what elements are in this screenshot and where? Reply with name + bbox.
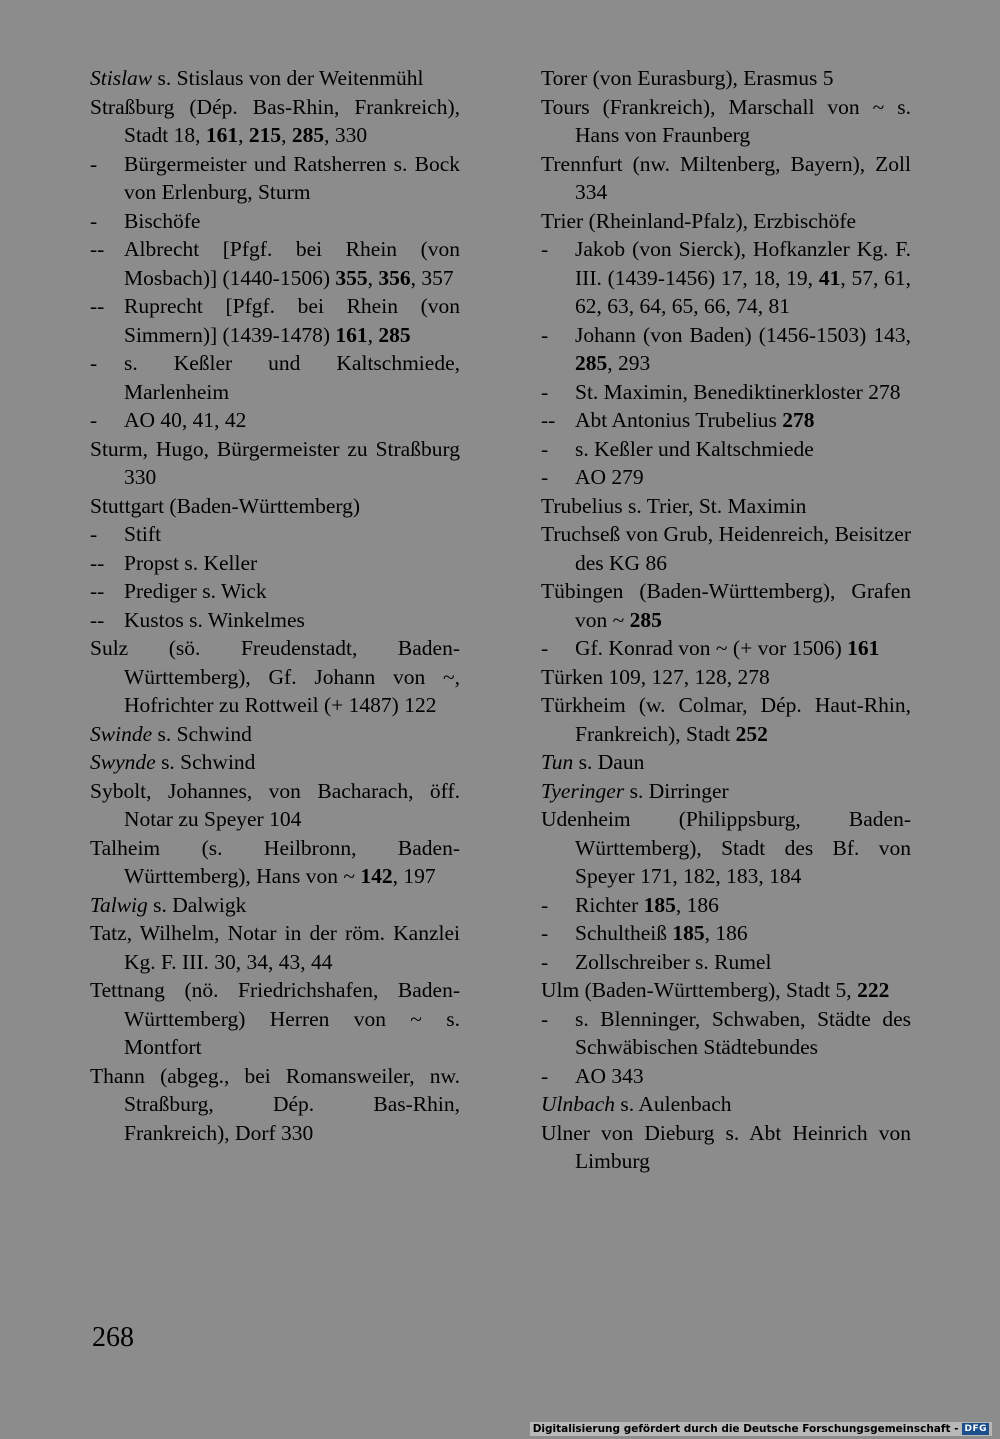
entry-bold-page: 355 <box>335 265 368 290</box>
entry-bold-page: 185 <box>672 921 705 945</box>
index-entry <box>90 207 460 236</box>
entry-text: s. Blenninger, Schwaben, Städte des Schwäbischen Städtebundes <box>575 1006 911 1059</box>
entry-text: s. Schwind <box>152 721 252 746</box>
index-entry <box>541 634 911 663</box>
entry-text: Trubelius s. Trier, St. Maximin <box>541 493 807 518</box>
entry-term: Swinde <box>90 721 153 746</box>
index-entry <box>541 577 911 634</box>
entry-dash: - <box>90 208 98 233</box>
entry-text: Schultheiß <box>575 921 673 945</box>
index-entry <box>541 1090 911 1119</box>
index-entry <box>90 919 460 976</box>
entry-bold-page: 278 <box>782 408 815 432</box>
entry-text: Sulz (sö. Freudenstadt, Baden-Württemberg), Gf. Johann von ~, Hofrichter zu Rottweil (+ 1487) 122 <box>90 636 460 717</box>
entry-text: Tübingen (Baden-Württemberg), Grafen von ~ <box>541 579 911 632</box>
index-entry <box>90 834 460 891</box>
entry-text: Tatz, Wilhelm, Notar in der röm. Kanzlei Kg. F. III. 30, 34, 43, 44 <box>90 921 460 974</box>
index-entry <box>90 492 460 521</box>
entry-text: , 186 <box>675 892 719 917</box>
entry-dash: - <box>541 921 549 945</box>
entry-bold-page: 41 <box>818 265 841 290</box>
index-entry <box>541 891 911 920</box>
entry-dash: - <box>541 1006 549 1031</box>
entry-text: Udenheim (Philippsburg, Baden-Württemberg), Stadt des Bf. von Speyer 171, 182, 183, 184 <box>541 807 911 888</box>
entry-dash: - <box>541 1063 549 1088</box>
entry-text: St. Maximin, Benediktinerkloster 278 <box>575 379 901 404</box>
entry-text: s. Dirringer <box>624 778 729 803</box>
entry-text: Tettnang (nö. Friedrichshafen, Baden-Württemberg) Herren von ~ s. Montfort <box>90 978 460 1059</box>
entry-dash: - <box>541 949 549 974</box>
index-entry <box>541 207 911 236</box>
index-entry <box>541 321 911 378</box>
index-entry <box>541 691 911 748</box>
entry-dash: - <box>541 465 549 489</box>
entry-text: , <box>238 123 249 147</box>
index-entry <box>90 1062 460 1148</box>
entry-text: Ulner von Dieburg s. Abt Heinrich von Limburg <box>541 1120 911 1173</box>
index-entry <box>90 292 460 349</box>
entry-dash: -- <box>90 294 105 318</box>
index-entry <box>541 93 911 150</box>
entry-term: Tyeringer <box>541 778 625 803</box>
entry-term: Stislaw <box>90 66 153 90</box>
entry-text: s. Daun <box>573 750 645 774</box>
index-entry <box>541 150 911 207</box>
entry-text: Trier (Rheinland-Pfalz), Erzbischöfe <box>541 208 857 233</box>
entry-bold-page: 285 <box>629 607 662 632</box>
index-entry <box>90 93 460 150</box>
entry-text: Kustos s. Winkelmes <box>124 607 305 632</box>
entry-term: Tun <box>541 750 574 774</box>
entry-dash: -- <box>90 550 105 575</box>
entry-text: Abt Antonius Trubelius <box>575 408 783 432</box>
entry-dash: - <box>541 379 549 404</box>
index-entry <box>90 976 460 1062</box>
entry-bold-page: 285 <box>378 322 411 347</box>
entry-text: , 57, 61, 62, 63, 64, 65, 66, 74, 81 <box>575 265 911 318</box>
entry-text: Trennfurt (nw. Miltenberg, Bayern), Zoll 334 <box>541 151 911 204</box>
index-column-left <box>90 64 460 1147</box>
entry-bold-page: 252 <box>735 721 768 746</box>
entry-text: Propst s. Keller <box>124 550 258 575</box>
index-entry <box>541 463 911 492</box>
entry-text: Torer (von Eurasburg), Erasmus 5 <box>541 66 834 90</box>
entry-text: Tours (Frankreich), Marschall von ~ s. Hans von Fraunberg <box>541 94 911 147</box>
entry-text: , 186 <box>704 921 748 945</box>
entry-bold-page: 222 <box>857 978 890 1002</box>
entry-bold-page: 161 <box>205 123 239 147</box>
dfg-logo: DFG <box>964 1424 987 1434</box>
entry-text: , <box>367 265 379 290</box>
entry-term: Talwig <box>90 892 148 917</box>
entry-text: , <box>367 322 379 347</box>
entry-text: Richter <box>575 892 644 917</box>
entry-text: AO 343 <box>575 1063 644 1088</box>
entry-bold-page: 185 <box>643 892 676 917</box>
index-entry <box>541 1062 911 1091</box>
index-entry <box>541 378 911 407</box>
index-entry <box>90 606 460 635</box>
footer-text: Digitalisierung gefördert durch die Deutsche Forschungsgemeinschaft - <box>532 1423 959 1435</box>
entry-text: AO 279 <box>575 465 644 489</box>
entry-text: Thann (abgeg., bei Romansweiler, nw. Straßburg, Dép. Bas-Rhin, Frankreich), Dorf 330 <box>90 1063 460 1145</box>
index-entry <box>90 150 460 207</box>
index-entry <box>90 891 460 920</box>
entry-text: , <box>281 123 292 147</box>
index-entry <box>541 406 911 435</box>
index-entry <box>541 1005 911 1062</box>
entry-dash: - <box>541 892 549 917</box>
entry-dash: - <box>90 151 98 176</box>
entry-dash: - <box>90 522 98 546</box>
entry-bold-page: 356 <box>378 265 411 290</box>
entry-text: s. Keßler und Kaltschmiede <box>575 436 814 461</box>
index-entry <box>90 520 460 549</box>
entry-text: Bürgermeister und Ratsherren s. Bock von Erlenburg, Sturm <box>124 151 460 204</box>
entry-text: Stuttgart (Baden-Württemberg) <box>90 493 361 518</box>
footer <box>530 1422 992 1436</box>
index-entry <box>541 64 911 93</box>
entry-bold-page: 142 <box>360 864 393 888</box>
entry-bold-page: 215 <box>248 123 282 147</box>
index-entry <box>541 976 911 1005</box>
entry-text: Talheim (s. Heilbronn, Baden-Württemberg), Hans von ~ <box>90 835 460 888</box>
index-entry <box>90 64 460 93</box>
index-entry <box>541 1119 911 1176</box>
page-number: 268 <box>92 1322 134 1353</box>
entry-text: , 197 <box>392 864 436 888</box>
entry-text: , 293 <box>607 351 651 375</box>
entry-text: Türkheim (w. Colmar, Dép. Haut-Rhin, Frankreich), Stadt <box>541 693 911 746</box>
entry-dash: -- <box>541 408 556 432</box>
entry-dash: -- <box>90 237 105 261</box>
entry-text: Bischöfe <box>124 208 201 233</box>
entry-text: Straßburg (Dép. Bas-Rhin, Frankreich), Stadt 18, <box>90 94 460 147</box>
entry-text: Stift <box>124 522 162 546</box>
entry-text: s. Keßler und Kaltschmiede, Marlenheim <box>124 351 460 404</box>
index-entry <box>90 406 460 435</box>
index-entry <box>541 435 911 464</box>
index-entry <box>90 235 460 292</box>
entry-text: s. Stislaus von der Weitenmühl <box>152 66 424 90</box>
entry-text: Truchseß von Grub, Heidenreich, Beisitzer des KG 86 <box>541 522 911 575</box>
entry-text: s. Aulenbach <box>615 1092 732 1116</box>
entry-text: Jakob (von Sierck), Hofkanzler Kg. F. III. (1439-1456) 17, 18, 19, <box>575 237 911 290</box>
entry-term: Ulnbach <box>541 1092 616 1116</box>
entry-text: s. Schwind <box>155 750 256 774</box>
entry-text: Albrecht [Pfgf. bei Rhein (von Mosbach)] (1440-1506) <box>124 237 460 290</box>
index-entry <box>90 435 460 492</box>
index-entry <box>541 663 911 692</box>
index-entry <box>541 805 911 891</box>
index-entry <box>541 235 911 321</box>
entry-text: s. Dalwigk <box>147 892 247 917</box>
entry-text: Sybolt, Johannes, von Bacharach, öff. Notar zu Speyer 104 <box>90 778 460 831</box>
index-entry <box>90 349 460 406</box>
entry-dash: - <box>90 408 98 432</box>
index-entry <box>541 777 911 806</box>
entry-bold-page: 285 <box>291 123 325 147</box>
entry-text: Zollschreiber s. Rumel <box>575 949 772 974</box>
index-entry <box>541 492 911 521</box>
entry-text: AO 40, 41, 42 <box>124 408 247 432</box>
entry-text: Johann (von Baden) (1456-1503) 143, <box>575 322 911 347</box>
index-entry <box>90 634 460 720</box>
entry-text: , 357 <box>410 265 454 290</box>
index-entry <box>541 948 911 977</box>
entry-dash: - <box>90 351 98 375</box>
index-entry <box>90 549 460 578</box>
entry-text: Ulm (Baden-Württemberg), Stadt 5, <box>541 978 858 1002</box>
index-entry <box>90 577 460 606</box>
entry-dash: - <box>541 237 549 261</box>
index-entry <box>541 748 911 777</box>
entry-term: Swynde <box>90 750 156 774</box>
entry-text: Sturm, Hugo, Bürgermeister zu Straßburg 330 <box>90 436 460 489</box>
entry-text: Gf. Konrad von ~ (+ vor 1506) <box>575 636 848 660</box>
entry-text: Prediger s. Wick <box>124 579 267 603</box>
entry-dash: - <box>541 636 549 660</box>
index-entry <box>90 748 460 777</box>
entry-text: , 330 <box>324 123 368 147</box>
entry-dash: -- <box>90 579 105 603</box>
entry-bold-page: 161 <box>847 636 880 660</box>
entry-text: Ruprecht [Pfgf. bei Rhein (von Simmern)] (1439-1478) <box>124 294 460 347</box>
index-entry <box>541 520 911 577</box>
entry-dash: -- <box>90 607 105 632</box>
entry-dash: - <box>541 436 549 461</box>
index-entry <box>90 720 460 749</box>
entry-bold-page: 161 <box>335 322 368 347</box>
entry-text: Türken 109, 127, 128, 278 <box>541 664 770 689</box>
index-entry <box>541 919 911 948</box>
entry-dash: - <box>541 322 549 347</box>
entry-bold-page: 285 <box>575 351 608 375</box>
index-column-right <box>541 64 911 1176</box>
index-entry <box>90 777 460 834</box>
